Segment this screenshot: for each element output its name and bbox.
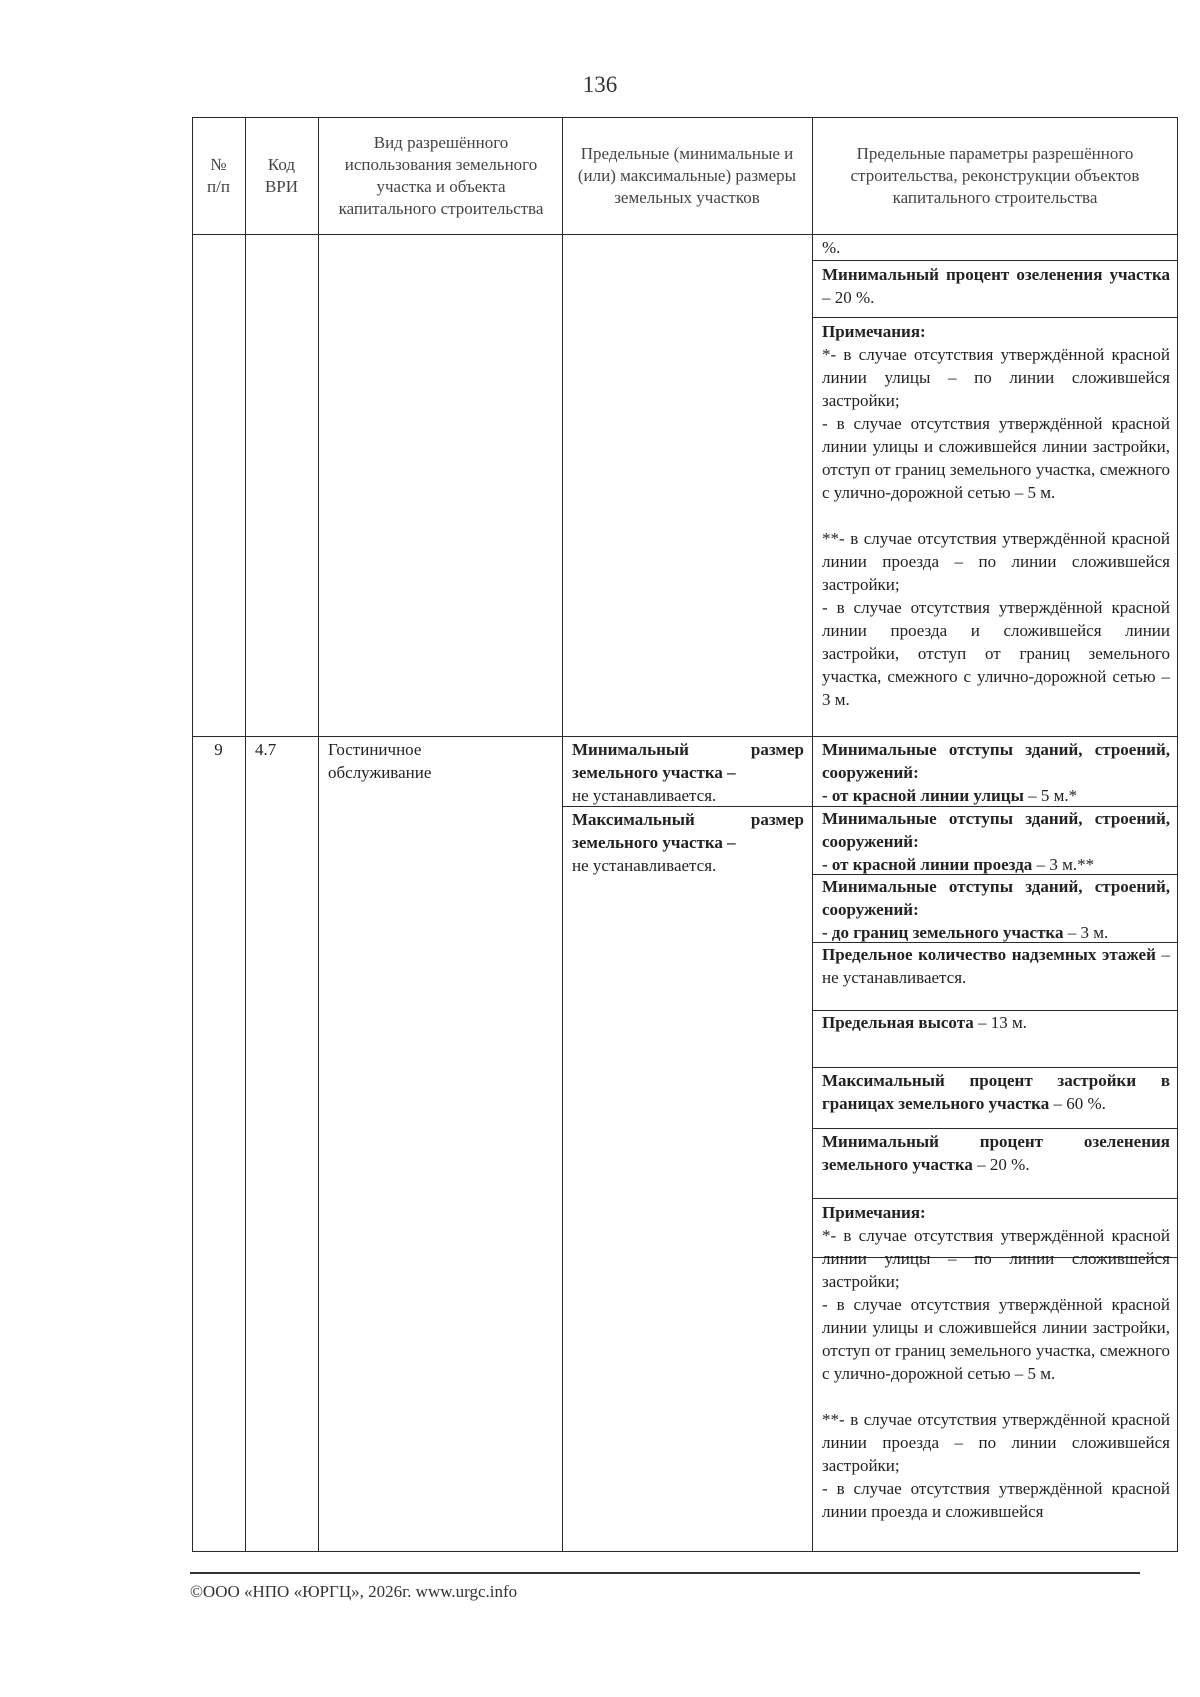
header-code: Код ВРИ [264, 154, 299, 196]
param-divider [812, 1198, 1178, 1199]
row9-code: 4.7 [255, 740, 277, 759]
setback-street-tail: – 5 м.* [1023, 786, 1078, 805]
table-right-border [1177, 117, 1178, 1552]
footer-copyright: ©ООО «НПО «ЮРГЦ», 2026г. www.urgc.info [190, 1582, 518, 1601]
notes-text-1: *- в случае отсутствия утверждённой красной линии улицы – по линии сложившейся застройки; - в случае отсутствия утверждённой красной линии улицы и сложившейся линии застройки, отступ от границ земельного участка, смежного с улично-дорожной сетью – 5 м. [822, 345, 1170, 502]
row9-num: 9 [214, 740, 223, 759]
setback-drive-label: Минимальные отступы зданий, строений, сооружений: [822, 809, 1170, 851]
row9-min-size [572, 738, 804, 807]
greening9-value: – 20 %. [972, 1155, 1030, 1174]
notes9-text-2: **- в случае отсутствия утверждённой красной линии проезда – по линии сложившейся застройки; - в случае отсутствия утверждённой красной линии проезда и сложившейся [822, 1410, 1170, 1521]
notes-text-2: **- в случае отсутствия утверждённой красной линии проезда – по линии сложившейся застройки; - в случае отсутствия утверждённой красной линии проезда и сложившейся линии застройки, отступ от границ земельного участка, смежного с улично-дорожной сетью – 3 м. [822, 529, 1170, 709]
row9-use-type: Гостиничное обслуживание [328, 740, 432, 782]
min-size-value: не устанавливается. [572, 786, 717, 805]
header-params: Предельные параметры разрешённого строительства, реконструкции объектов капитального строительства [850, 143, 1140, 207]
max-size-value: не устанавливается. [572, 856, 717, 875]
setback-street-value: - от красной линии улицы [822, 786, 1024, 805]
greening9-label: Минимальный процент озеленения земельного участка [822, 1132, 1170, 1174]
floors-label: Предельное количество надземных этажей [822, 945, 1156, 964]
height-value: – 13 м. [973, 1013, 1028, 1032]
param-divider [812, 317, 1178, 318]
notes-cell [822, 320, 1170, 711]
setback-street-label: Минимальные отступы зданий, строений, сооружений: [822, 740, 1170, 782]
col-divider-3 [562, 117, 563, 1552]
table-left-border [192, 117, 193, 1552]
setback-street-cell [822, 738, 1170, 807]
page-number: 136 [582, 72, 618, 97]
notes9-text-1: *- в случае отсутствия утверждённой красной линии улицы – по линии сложившейся застройки; - в случае отсутствия утверждённой красной линии улицы и сложившейся линии застройки, отступ от границ земельного участка, смежного с улично-дорожной сетью – 5 м. [822, 1226, 1170, 1383]
height-label: Предельная высота [822, 1013, 974, 1032]
setback-drive-value: - от красной линии проезда [822, 855, 1033, 874]
notes9-title: Примечания: [822, 1203, 926, 1222]
coverage-cell [822, 1069, 1170, 1115]
floors-value: – не устанавливается. [822, 945, 1171, 987]
param-divider [812, 260, 1178, 261]
footer-rule [190, 1572, 1140, 1574]
notes9-cell [822, 1201, 1170, 1523]
table-bottom-border [192, 1551, 1178, 1552]
header-use-type: Вид разрешённого использования земельного участка и объекта капитального строительства [338, 132, 544, 218]
coverage-label: Максимальный процент застройки в границах земельного участка [822, 1071, 1170, 1113]
col-divider-1 [245, 117, 246, 1552]
min-size-label: Минимальный размер земельного участка – [572, 740, 804, 782]
col-divider-2 [318, 117, 319, 1552]
greening-value: – 20 %. [822, 288, 875, 307]
setback-plot-label: Минимальные отступы зданий, строений, сооружений: [822, 877, 1170, 919]
header-plot-size: Предельные (минимальные и (или) максимальные) размеры земельных участков [577, 143, 797, 207]
setback-drive-tail: – 3 м.** [1032, 855, 1095, 874]
greening-label: Минимальный процент озеленения участка [822, 265, 1170, 284]
col-divider-4 [812, 117, 813, 1552]
setback-drive-cell [822, 807, 1170, 876]
row9-max-size [572, 808, 804, 877]
height-cell [822, 1011, 1170, 1034]
setback-plot-value: - до границ земельного участка [822, 923, 1064, 942]
greening-cell [822, 263, 1170, 309]
coverage-value: – 60 %. [1049, 1094, 1106, 1113]
setback-plot-cell [822, 875, 1170, 944]
zoning-parameters-table [192, 117, 1178, 1552]
greening9-cell [822, 1130, 1170, 1176]
percent-tail: %. [822, 238, 841, 257]
max-size-label: Максимальный размер земельного участка – [572, 810, 804, 852]
notes-title: Примечания: [822, 322, 926, 341]
floors-cell [822, 943, 1170, 989]
header-num: № п/п [207, 154, 230, 196]
setback-plot-tail: – 3 м. [1063, 923, 1109, 942]
